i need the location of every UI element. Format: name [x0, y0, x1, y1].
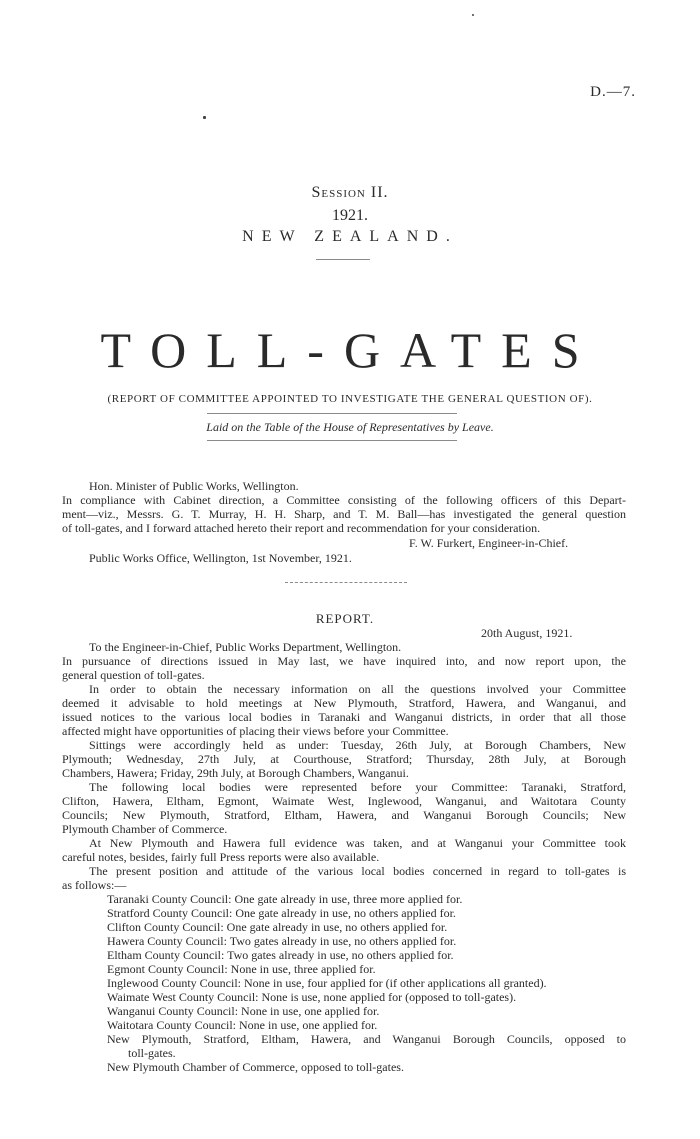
report-heading: REPORT.: [315, 611, 375, 626]
para4-line-4: Plymouth Chamber of Commerce.: [62, 822, 228, 836]
report-subtitle: (REPORT OF COMMITTEE APPOINTED TO INVESTIGATE THE GENERAL QUESTION OF).: [107, 393, 593, 405]
year-label: 1921.: [332, 207, 368, 224]
position-item: New Plymouth, Stratford, Eltham, Hawera, and Wanganui Borough Councils, opposed to: [107, 1032, 626, 1046]
para2-line-3: issued notices to the various local bodies in Taranaki and Wanganui districts, in order that all those: [62, 710, 626, 724]
report-addressee: To the Engineer-in-Chief, Public Works Department, Wellington.: [89, 640, 402, 654]
position-item: Taranaki County Council: One gate already in use, three more applied for.: [107, 892, 463, 906]
letter-place-date: Public Works Office, Wellington, 1st November, 1921.: [89, 551, 352, 565]
para2-line-4: affected might have opportunities of placing their views before your Committee.: [62, 724, 449, 738]
position-item: New Plymouth Chamber of Commerce, opposed to toll-gates.: [107, 1060, 404, 1074]
country-divider: [316, 259, 370, 260]
position-item: Inglewood County Council: None in use, four applied for (if other applications all granted).: [107, 976, 547, 990]
para1-line-1: In pursuance of directions issued in May last, we have inquired into, and now report upon, the: [62, 654, 626, 668]
letter-line-2: ment—viz., Messrs. G. T. Murray, H. H. Sharp, and T. M. Ball—has investigated the general question: [62, 507, 626, 521]
country-label: NEW ZEALAND.: [242, 228, 458, 245]
para4-line-3: Councils; New Plymouth, Stratford, Eltham, Hawera, and Wanganui Borough Councils; New: [62, 808, 626, 822]
para4-line-2: Clifton, Hawera, Eltham, Egmont, Waimate West, Inglewood, Wanganui, and Waitotara County: [62, 794, 626, 808]
position-item-continuation: toll-gates.: [128, 1046, 176, 1060]
para6-line-1: The present position and attitude of the various local bodies concerned in regard to toll-gates is: [89, 864, 626, 878]
position-item: Egmont County Council: None in use, three applied for.: [107, 962, 376, 976]
para2-line-2: deemed it advisable to hold meetings at New Plymouth, Stratford, Hawera, and Wanganui, and: [62, 696, 626, 710]
para5-line-1: At New Plymouth and Hawera full evidence was taken, and at Wanganui your Committee took: [89, 836, 626, 850]
letter-line-1: In compliance with Cabinet direction, a Committee consisting of the following officers of this Depart-: [62, 493, 626, 507]
main-title: TOLL-GATES: [100, 322, 600, 378]
para6-line-2: as follows:—: [62, 878, 127, 892]
position-item: Waitotara County Council: None in use, one applied for.: [107, 1018, 378, 1032]
position-item: Hawera County Council: Two gates already in use, no others applied for.: [107, 934, 457, 948]
para3-line-2: Plymouth; Wednesday, 27th July, at Courthouse, Stratford; Thursday, 28th July, at Borough: [62, 752, 626, 766]
letter-addressee: Hon. Minister of Public Works, Wellington.: [89, 479, 299, 493]
speck-top: [472, 14, 474, 16]
letter-line-3: of toll-gates, and I forward attached hereto their report and recommendation for your consideration.: [62, 521, 541, 535]
para2-line-1: In order to obtain the necessary information on all the questions involved your Committee: [89, 682, 626, 696]
position-item: Eltham County Council: Two gates already in use, no others applied for.: [107, 948, 454, 962]
laid-rule-top: [207, 413, 457, 414]
laid-rule-bottom: [207, 440, 457, 441]
position-item: Wanganui County Council: None in use, one applied for.: [107, 1004, 380, 1018]
laid-on-table: Laid on the Table of the House of Representatives by Leave.: [206, 420, 494, 434]
para1-line-2: general question of toll-gates.: [62, 668, 205, 682]
para3-line-3: Chambers, Hawera; Friday, 29th July, at Borough Chambers, Wanganui.: [62, 766, 409, 780]
speck-mid: [203, 116, 206, 119]
section-divider: [285, 582, 407, 583]
session-label: Session II.: [311, 184, 389, 201]
document-number: D.—7.: [590, 84, 636, 100]
letter-signature: F. W. Furkert, Engineer-in-Chief.: [409, 536, 569, 550]
position-item: Stratford County Council: One gate already in use, no others applied for.: [107, 906, 456, 920]
position-item: Waimate West County Council: None is use, none applied for (opposed to toll-gates).: [107, 990, 517, 1004]
para3-line-1: Sittings were accordingly held as under: Tuesday, 26th July, at Borough Chambers, New: [89, 738, 626, 752]
report-date: 20th August, 1921.: [481, 626, 573, 640]
para4-line-1: The following local bodies were represented before your Committee: Taranaki, Stratford,: [89, 780, 626, 794]
para5-line-2: careful notes, besides, fairly full Press reports were also available.: [62, 850, 380, 864]
position-item: Clifton County Council: One gate already in use, no others applied for.: [107, 920, 448, 934]
